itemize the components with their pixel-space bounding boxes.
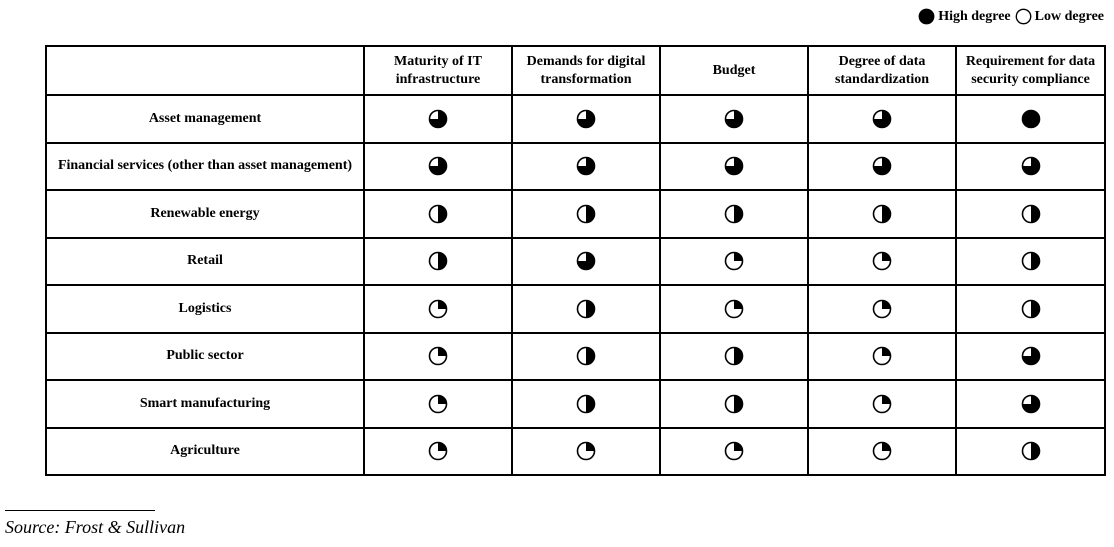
- row-label: Logistics: [46, 285, 364, 333]
- legend-low-label: Low degree: [1034, 8, 1104, 24]
- rating-cell: [364, 428, 512, 476]
- table-row: [46, 95, 1105, 143]
- rating-cell: [956, 428, 1105, 476]
- quarter-circle-icon: [872, 441, 892, 461]
- quarter-circle-icon: [428, 441, 448, 461]
- rating-cell: [808, 143, 956, 191]
- column-header: Degree of data standardization: [808, 46, 956, 95]
- source-divider: [5, 510, 155, 511]
- quarter-circle-icon: [724, 441, 744, 461]
- table-row: [46, 238, 1105, 286]
- column-header: Demands for digital transformation: [512, 46, 660, 95]
- rating-cell: [364, 285, 512, 333]
- legend-low: [1015, 8, 1104, 25]
- column-header: Budget: [660, 46, 808, 95]
- rating-cell: [512, 285, 660, 333]
- rating-cell: [512, 333, 660, 381]
- rating-cell: [512, 428, 660, 476]
- rating-cell: [660, 143, 808, 191]
- rating-cell: [660, 285, 808, 333]
- rating-cell: [956, 380, 1105, 428]
- rating-cell: [660, 238, 808, 286]
- three-quarter-circle-icon: [872, 156, 892, 176]
- matrix-body: [46, 95, 1105, 475]
- legend: [918, 8, 1104, 25]
- rating-cell: [956, 95, 1105, 143]
- half-circle-icon: [576, 346, 596, 366]
- row-label: Asset management: [46, 95, 364, 143]
- column-header: Maturity of IT infrastructure: [364, 46, 512, 95]
- half-circle-icon: [724, 204, 744, 224]
- three-quarter-circle-icon: [428, 109, 448, 129]
- rating-cell: [512, 143, 660, 191]
- rating-cell: [364, 95, 512, 143]
- rating-cell: [660, 95, 808, 143]
- quarter-circle-icon: [872, 299, 892, 319]
- quarter-circle-icon: [724, 299, 744, 319]
- quarter-circle-icon: [428, 299, 448, 319]
- rating-cell: [660, 333, 808, 381]
- half-circle-icon: [724, 346, 744, 366]
- quarter-circle-icon: [576, 441, 596, 461]
- three-quarter-circle-icon: [1021, 156, 1041, 176]
- half-circle-icon: [576, 394, 596, 414]
- rating-cell: [808, 428, 956, 476]
- source-note: Source: Frost & Sullivan: [5, 517, 186, 537]
- rating-cell: [808, 190, 956, 238]
- rating-cell: [364, 333, 512, 381]
- rating-cell: [808, 238, 956, 286]
- quarter-circle-icon: [872, 346, 892, 366]
- three-quarter-circle-icon: [576, 156, 596, 176]
- row-label: Retail: [46, 238, 364, 286]
- quarter-circle-icon: [428, 346, 448, 366]
- rating-cell: [808, 380, 956, 428]
- rating-cell: [364, 380, 512, 428]
- quarter-circle-icon: [872, 251, 892, 271]
- rating-cell: [808, 285, 956, 333]
- table-row: [46, 428, 1105, 476]
- table-row: [46, 380, 1105, 428]
- row-label: Renewable energy: [46, 190, 364, 238]
- three-quarter-circle-icon: [724, 109, 744, 129]
- table-row: [46, 190, 1105, 238]
- rating-cell: [512, 95, 660, 143]
- rating-cell: [512, 238, 660, 286]
- three-quarter-circle-icon: [576, 251, 596, 271]
- empty-circle-icon: [1015, 8, 1032, 25]
- rating-cell: [808, 95, 956, 143]
- quarter-circle-icon: [724, 251, 744, 271]
- table-row: [46, 143, 1105, 191]
- rating-cell: [660, 428, 808, 476]
- row-label: Financial services (other than asset management): [46, 143, 364, 191]
- half-circle-icon: [428, 204, 448, 224]
- rating-cell: [956, 238, 1105, 286]
- table-row: [46, 285, 1105, 333]
- three-quarter-circle-icon: [576, 109, 596, 129]
- three-quarter-circle-icon: [872, 109, 892, 129]
- table-row: [46, 333, 1105, 381]
- half-circle-icon: [576, 204, 596, 224]
- rating-cell: [364, 190, 512, 238]
- quarter-circle-icon: [872, 394, 892, 414]
- three-quarter-circle-icon: [1021, 394, 1041, 414]
- industry-matrix-table: [45, 45, 1106, 476]
- half-circle-icon: [428, 251, 448, 271]
- rating-cell: [660, 190, 808, 238]
- row-label: Smart manufacturing: [46, 380, 364, 428]
- full-circle-icon: [1021, 109, 1041, 129]
- rating-cell: [512, 380, 660, 428]
- half-circle-icon: [1021, 299, 1041, 319]
- rating-cell: [364, 238, 512, 286]
- legend-high: [918, 8, 1010, 25]
- half-circle-icon: [724, 394, 744, 414]
- column-header: Requirement for data security compliance: [956, 46, 1105, 95]
- half-circle-icon: [872, 204, 892, 224]
- rating-cell: [956, 285, 1105, 333]
- half-circle-icon: [1021, 204, 1041, 224]
- rating-cell: [808, 333, 956, 381]
- row-label: Agriculture: [46, 428, 364, 476]
- half-circle-icon: [576, 299, 596, 319]
- legend-high-label: High degree: [938, 8, 1011, 24]
- full-circle-icon: [918, 8, 935, 25]
- header-corner: [46, 46, 364, 95]
- three-quarter-circle-icon: [724, 156, 744, 176]
- three-quarter-circle-icon: [1021, 346, 1041, 366]
- rating-cell: [956, 333, 1105, 381]
- three-quarter-circle-icon: [428, 156, 448, 176]
- rating-cell: [660, 380, 808, 428]
- rating-cell: [512, 190, 660, 238]
- row-label: Public sector: [46, 333, 364, 381]
- half-circle-icon: [1021, 251, 1041, 271]
- quarter-circle-icon: [428, 394, 448, 414]
- half-circle-icon: [1021, 441, 1041, 461]
- rating-cell: [956, 143, 1105, 191]
- rating-cell: [956, 190, 1105, 238]
- rating-cell: [364, 143, 512, 191]
- header-row: [46, 46, 1105, 95]
